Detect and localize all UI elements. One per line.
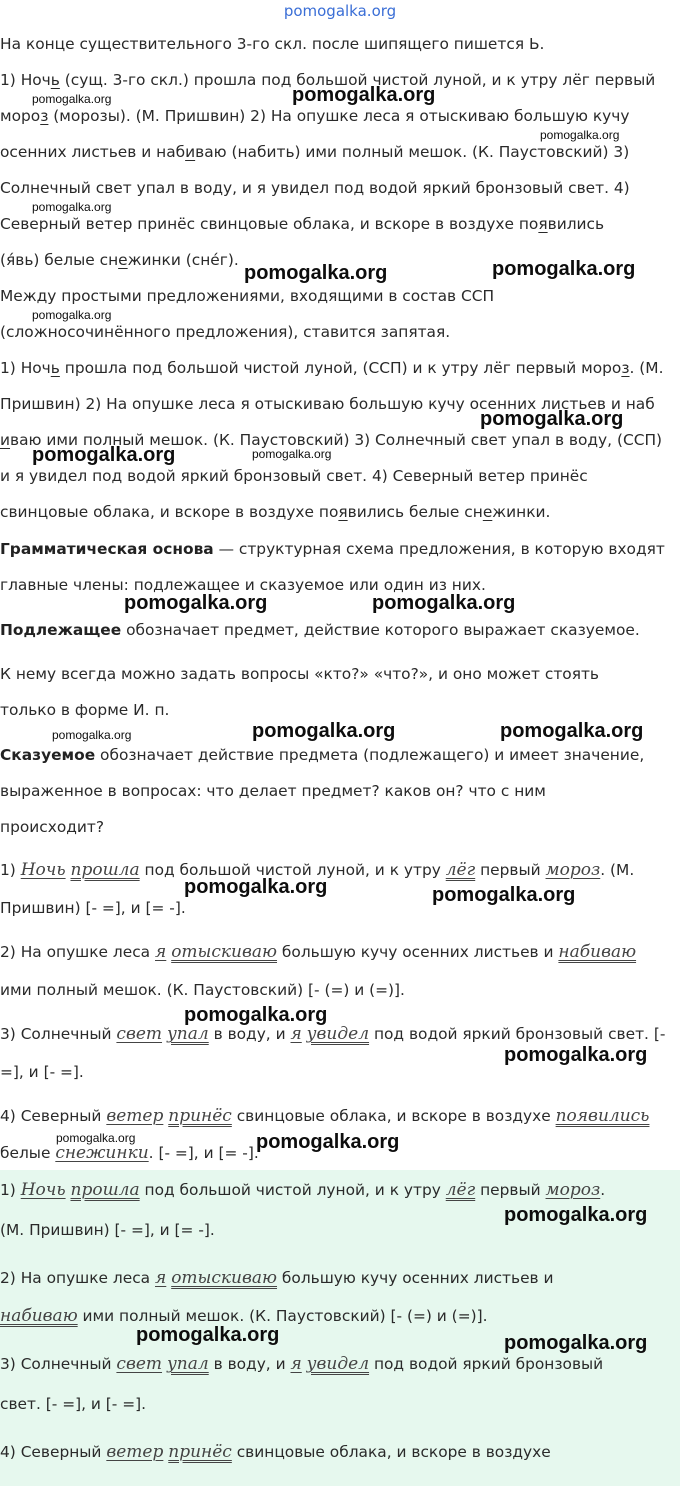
text-line: (я́вь) белые снежинки (сне́г). — [0, 251, 239, 269]
definition-grammar-base: Грамматическая основа — структурная схема предложения, в которую входят — [0, 540, 665, 558]
watermark: pomogalka.org — [252, 447, 332, 461]
text-line: главные члены: подлежащее и сказуемое или один из них. — [0, 576, 486, 594]
watermark: pomogalka.org — [540, 128, 620, 142]
text-line: 1) Ночь (сущ. 3-го скл.) прошла под большой чистой луной, и к утру лёг первый — [0, 71, 656, 89]
watermark: pomogalka.org — [492, 258, 636, 280]
parsed-sentence-3: 3) Солнечный свет упал в воду, и я увидел под водой яркий бронзовый свет. [- — [0, 1024, 666, 1044]
text-line: происходит? — [0, 818, 105, 836]
rule-comma: Между простыми предложениями, входящими в состав ССП — [0, 287, 495, 305]
watermark: pomogalka.org — [56, 1131, 136, 1145]
parsed-sentence-4: 4) Северный ветер принёс свинцовые облака, и вскоре в воздухе появились — [0, 1106, 650, 1126]
watermark: pomogalka.org — [432, 884, 576, 906]
watermark: pomogalka.org — [504, 1332, 648, 1354]
answer-scheme-3: свет. [- =], и [- =]. — [0, 1395, 147, 1413]
answer-sentence-2: 2) На опушке леса я отыскиваю большую кучу осенних листьев и — [0, 1268, 554, 1288]
definition-subject: Подлежащее обозначает предмет, действие которого выражает сказуемое. — [0, 621, 640, 639]
text-line: осенних листьев и набиваю (набить) ими полный мешок. (К. Паустовский) 3) — [0, 143, 630, 161]
answer-sentence-1: 1) Ночь прошла под большой чистой луной, и к утру лёг первый мороз. — [0, 1180, 606, 1200]
scheme-3: =], и [- =]. — [0, 1063, 84, 1081]
watermark: pomogalka.org — [252, 720, 396, 742]
text-line: Солнечный свет упал в воду, и я увидел под водой яркий бронзовый свет. 4) — [0, 179, 630, 197]
parsed-sentence-2: 2) На опушке леса я отыскиваю большую кучу осенних листьев и набиваю — [0, 942, 637, 962]
watermark: pomogalka.org — [184, 876, 328, 898]
scheme-2: ими полный мешок. (К. Паустовский) [- (=) и (=)]. — [0, 981, 405, 999]
watermark: pomogalka.org — [292, 84, 436, 106]
answer-scheme-2: набиваю ими полный мешок. (К. Паустовский) [- (=) и (=)]. — [0, 1306, 488, 1326]
watermark: pomogalka.org — [32, 308, 112, 322]
text-line: Пришвин) 2) На опушке леса я отыскиваю большую кучу осенних листьев и наб — [0, 395, 655, 413]
watermark: pomogalka.org — [32, 200, 112, 214]
watermark: pomogalka.org — [32, 444, 176, 466]
watermark: pomogalka.org — [372, 592, 516, 614]
text-line: свинцовые облака, и вскоре в воздухе появились белые снежинки. — [0, 503, 551, 521]
text-line: иваю ими полный мешок. (К. Паустовский) 3) Солнечный свет упал в воду, (ССП) — [0, 431, 663, 449]
scheme-1: Пришвин) [- =], и [= -]. — [0, 899, 186, 917]
watermark: pomogalka.org — [244, 262, 388, 284]
scheme-4: белые снежинки. [- =], и [= -]. — [0, 1143, 259, 1163]
watermark: pomogalka.org — [124, 592, 268, 614]
watermark: pomogalka.org — [52, 728, 132, 742]
watermark: pomogalka.org — [184, 1004, 328, 1026]
site-link[interactable]: pomogalka.org — [283, 2, 397, 20]
text-line: К нему всегда можно задать вопросы «кто?» «что?», и оно может стоять — [0, 665, 600, 683]
text-line: и я увидел под водой яркий бронзовый свет. 4) Северный ветер принёс — [0, 467, 588, 485]
watermark: pomogalka.org — [256, 1131, 400, 1153]
text-line: выраженное в вопросах: что делает предмет? каков он? что с ним — [0, 782, 546, 800]
rule-comma: (сложносочинённого предложения), ставится запятая. — [0, 323, 451, 341]
watermark: pomogalka.org — [136, 1324, 280, 1346]
answer-scheme-1: (М. Пришвин) [- =], и [= -]. — [0, 1221, 215, 1239]
watermark: pomogalka.org — [32, 92, 112, 106]
definition-predicate: Сказуемое обозначает действие предмета (подлежащего) и имеет значение, — [0, 746, 645, 764]
text-line: только в форме И. п. — [0, 701, 170, 719]
parsed-sentence-1: 1) Ночь прошла под большой чистой луной, и к утру лёг первый мороз. (М. — [0, 860, 635, 880]
watermark: pomogalka.org — [504, 1204, 648, 1226]
text-line: 1) Ночь прошла под большой чистой луной, (ССП) и к утру лёг первый мороз. (М. — [0, 359, 664, 377]
answer-sentence-3: 3) Солнечный свет упал в воду, и я увидел под водой яркий бронзовый — [0, 1354, 604, 1374]
rule-soft-sign: На конце существительного 3-го скл. после шипящего пишется Ь. — [0, 35, 545, 53]
answer-sentence-4: 4) Северный ветер принёс свинцовые облака, и вскоре в воздухе — [0, 1442, 551, 1462]
watermark: pomogalka.org — [480, 408, 624, 430]
watermark: pomogalka.org — [504, 1044, 648, 1066]
text-line: Северный ветер принёс свинцовые облака, и вскоре в воздухе появились — [0, 215, 605, 233]
watermark: pomogalka.org — [500, 720, 644, 742]
text-line: мороз (морозы). (М. Пришвин) 2) На опушке леса я отыскиваю большую кучу — [0, 107, 630, 125]
